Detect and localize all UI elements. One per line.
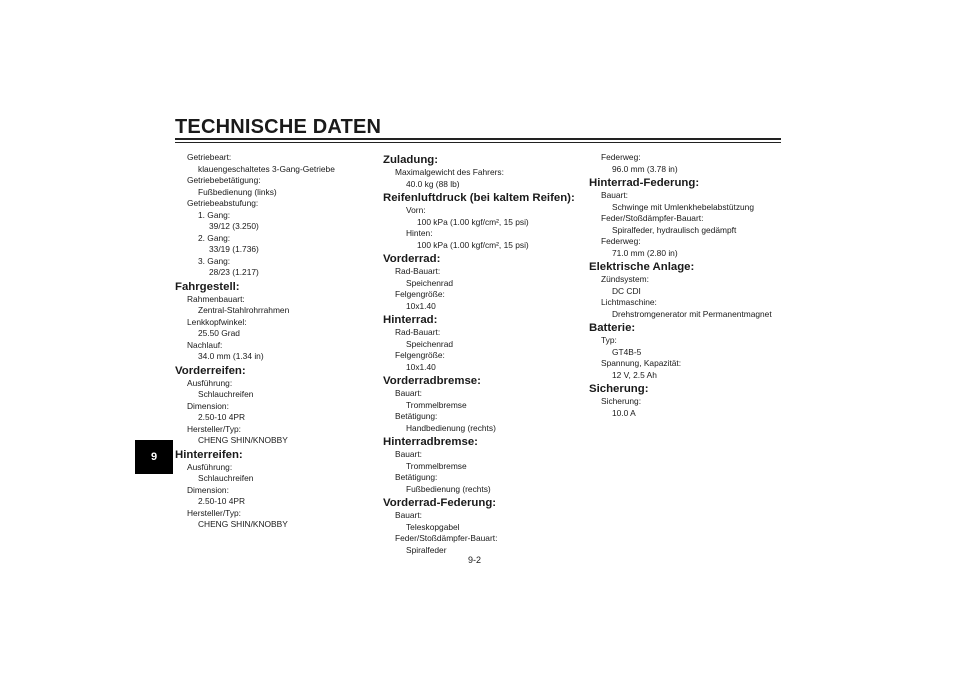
- spec-value: Spiralfeder: [406, 544, 447, 555]
- spec-value: Trommelbremse: [406, 399, 467, 410]
- spec-value: Speichenrad: [406, 277, 454, 288]
- page-title: TECHNISCHE DATEN: [175, 116, 382, 138]
- spec-value: 71.0 mm (2.80 in): [612, 247, 678, 258]
- spec-label: Feder/Stoßdämpfer-Bauart:: [395, 533, 498, 543]
- section-heading: Hinterrad:: [383, 314, 438, 326]
- spec-value: 10x1.40: [406, 361, 436, 372]
- spec-value: 39/12 (3.250): [209, 221, 259, 231]
- spec-label: Ausführung:: [187, 461, 233, 472]
- spec-label: Betätigung:: [395, 472, 438, 482]
- spec-label: Rahmenbauart:: [187, 293, 245, 304]
- spec-label: Lenkkopfwinkel:: [187, 316, 247, 327]
- spec-label: Getriebeart:: [187, 152, 232, 162]
- spec-label: Bauart:: [395, 449, 423, 459]
- page-number: 9-2: [468, 555, 482, 565]
- spec-value: Schlauchreifen: [198, 389, 254, 399]
- spec-label: Feder/Stoßdämpfer-Bauart:: [601, 213, 704, 223]
- spec-value: GT4B-5: [612, 346, 642, 357]
- spec-value: 25.50 Grad: [198, 328, 240, 338]
- spec-value: 10x1.40: [406, 300, 436, 311]
- spec-label: Lichtmaschine:: [601, 297, 657, 307]
- spec-label: Ausführung:: [187, 377, 233, 388]
- section-heading: Vorderradbremse:: [383, 375, 481, 387]
- spec-label: Bauart:: [395, 388, 423, 398]
- spec-label: Betätigung:: [395, 411, 438, 421]
- spec-label: Felgengröße:: [395, 289, 445, 299]
- section-heading: Hinterradbremse:: [383, 436, 478, 448]
- section-heading: Vorderreifen:: [175, 364, 246, 377]
- spec-label: Felgengröße:: [395, 350, 445, 360]
- spec-value: Spiralfeder, hydraulisch gedämpft: [612, 224, 737, 235]
- spec-label: Bauart:: [395, 510, 423, 520]
- spec-label: Rad-Bauart:: [395, 327, 441, 337]
- spec-column-3: [589, 152, 784, 419]
- spec-value: Fußbedienung (links): [198, 186, 277, 197]
- spec-label: Nachlauf:: [187, 339, 223, 350]
- section-heading: Hinterrad-Federung:: [589, 177, 700, 189]
- spec-value: 2. Gang:: [198, 232, 231, 243]
- spec-label: Hersteller/Typ:: [187, 423, 241, 434]
- section-heading: Reifenluftdruck (bei kaltem Reifen):: [383, 192, 575, 204]
- spec-label: Dimension:: [187, 400, 229, 411]
- spec-value: 96.0 mm (3.78 in): [612, 163, 678, 174]
- spec-value: Hinten:: [406, 228, 433, 238]
- spec-value: 12 V, 2.5 Ah: [612, 369, 657, 380]
- spec-column-1: [175, 152, 365, 531]
- spec-value: Schwinge mit Umlenkhebelabstützung: [612, 201, 754, 212]
- spec-value: Drehstromgenerator mit Permanentmagnet: [612, 308, 772, 319]
- spec-value: CHENG SHIN/KNOBBY: [198, 435, 288, 445]
- spec-value: Handbedienung (rechts): [406, 422, 496, 433]
- spec-value: klauengeschaltetes 3-Gang-Getriebe: [198, 163, 335, 174]
- spec-value: 10.0 A: [612, 407, 636, 418]
- section-heading: Elektrische Anlage:: [589, 261, 695, 273]
- spec-label: Hersteller/Typ:: [187, 507, 241, 518]
- spec-label: Dimension:: [187, 484, 229, 495]
- section-heading: Vorderrad:: [383, 253, 441, 265]
- spec-label: Federweg:: [601, 152, 641, 162]
- spec-label: Getriebeabstufung:: [187, 198, 259, 208]
- spec-value: Fußbedienung (rechts): [406, 483, 491, 494]
- spec-label: Getriebebetätigung:: [187, 175, 261, 185]
- spec-value: CHENG SHIN/KNOBBY: [198, 519, 288, 529]
- spec-value: Schlauchreifen: [198, 473, 254, 483]
- section-heading: Vorderrad-Federung:: [383, 497, 497, 509]
- spec-value: Vorn:: [406, 205, 426, 215]
- spec-label: Maximalgewicht des Fahrers:: [395, 167, 504, 177]
- spec-value: 100 kPa (1.00 kgf/cm², 15 psi): [417, 239, 529, 250]
- spec-value: Trommelbremse: [406, 460, 467, 471]
- title-rule-thin: [175, 142, 781, 143]
- spec-value: 2.50-10 4PR: [198, 496, 246, 506]
- spec-value: Speichenrad: [406, 338, 454, 349]
- spec-label: Typ:: [601, 335, 617, 345]
- section-heading: Sicherung:: [589, 383, 649, 395]
- section-heading: Fahrgestell:: [175, 280, 240, 293]
- spec-label: Federweg:: [601, 236, 641, 246]
- spec-value: Teleskopgabel: [406, 521, 460, 532]
- spec-value: DC CDI: [612, 285, 641, 296]
- spec-value: 3. Gang:: [198, 255, 231, 266]
- spec-value: 34.0 mm (1.34 in): [198, 351, 264, 361]
- spec-label: Sicherung:: [601, 396, 642, 406]
- spec-label: Zündsystem:: [601, 274, 649, 284]
- spec-value: Zentral-Stahlrohrrahmen: [198, 305, 290, 315]
- spec-label: Rad-Bauart:: [395, 266, 441, 276]
- spec-value: 100 kPa (1.00 kgf/cm², 15 psi): [417, 216, 529, 227]
- title-rule-thick: [175, 138, 781, 140]
- section-heading: Batterie:: [589, 322, 636, 334]
- spec-value: 1. Gang:: [198, 209, 231, 220]
- spec-column-2: [383, 152, 573, 556]
- spec-label: Spannung, Kapazität:: [601, 358, 682, 368]
- section-heading: Zuladung:: [383, 154, 439, 166]
- spec-value: 40.0 kg (88 lb): [406, 178, 460, 189]
- spec-value: 28/23 (1.217): [209, 267, 259, 277]
- spec-value: 33/19 (1.736): [209, 244, 259, 254]
- spec-label: Bauart:: [601, 190, 629, 200]
- section-heading: Hinterreifen:: [175, 448, 243, 461]
- spec-value: 2.50-10 4PR: [198, 412, 246, 422]
- chapter-tab: 9: [135, 440, 173, 474]
